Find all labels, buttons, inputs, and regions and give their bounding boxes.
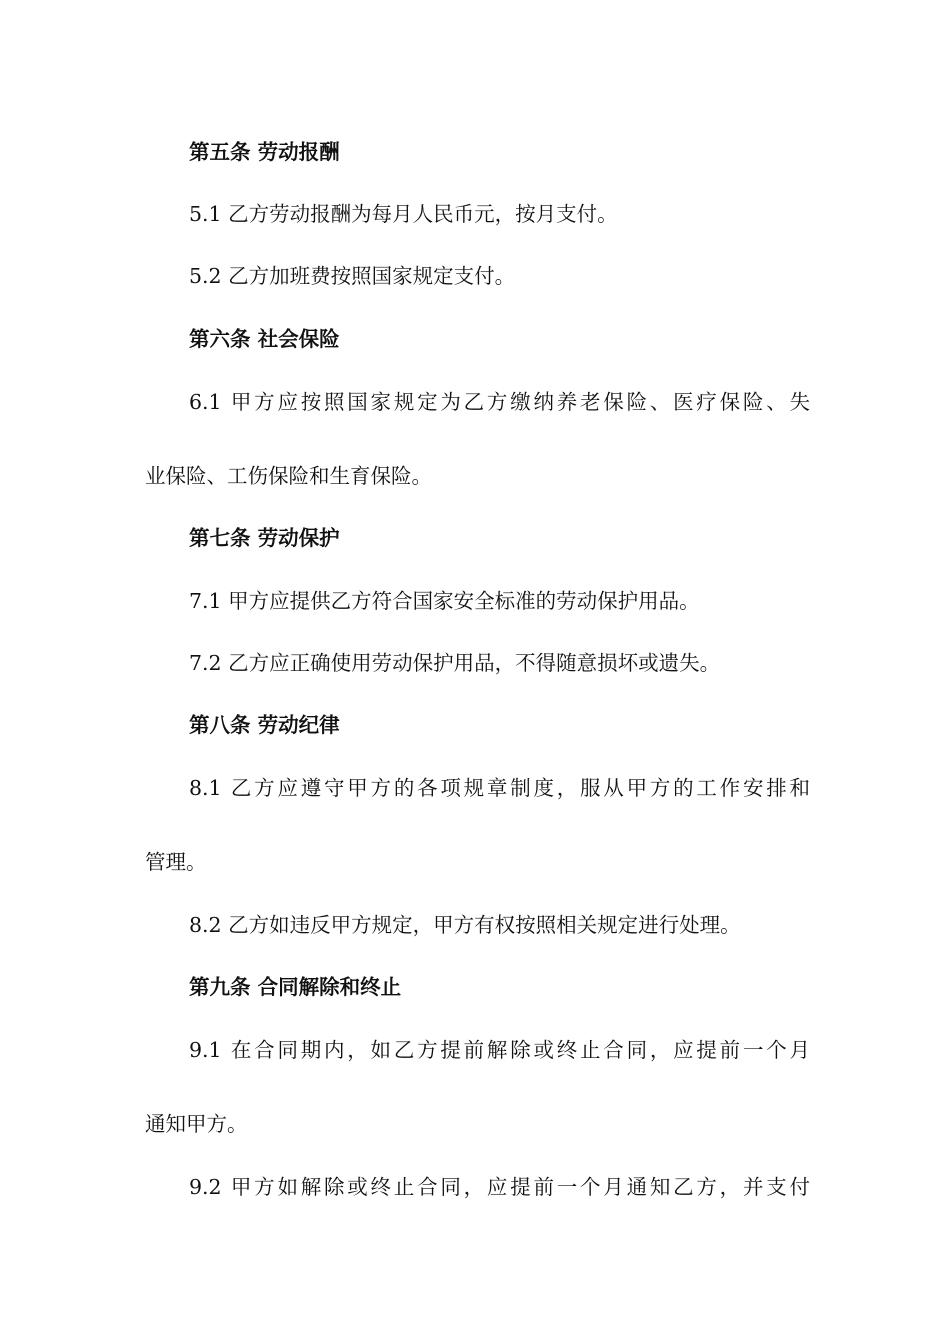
section-heading: 第九条 合同解除和终止 [189, 975, 402, 999]
section-heading: 第八条 劳动纪律 [189, 713, 340, 737]
paragraph-line: 5.2 乙方加班费按照国家规定支付。 [189, 264, 516, 288]
section-heading: 第六条 社会保险 [189, 327, 340, 351]
section-heading: 第五条 劳动报酬 [189, 140, 340, 164]
paragraph-line: 7.1 甲方应提供乙方符合国家安全标准的劳动保护用品。 [189, 589, 700, 613]
paragraph-line: 管理。 [145, 850, 207, 874]
paragraph-line: 7.2 乙方应正确使用劳动保护用品，不得随意损坏或遗失。 [189, 651, 721, 675]
section-heading: 第七条 劳动保护 [189, 526, 340, 550]
paragraph-line: 8.2 乙方如违反甲方规定，甲方有权按照相关规定进行处理。 [189, 913, 741, 937]
paragraph-line: 9.2 甲方如解除或终止合同，应提前一个月通知乙方，并支付 [189, 1175, 810, 1199]
paragraph-line: 9.1 在合同期内，如乙方提前解除或终止合同，应提前一个月 [189, 1038, 810, 1062]
paragraph-line: 8.1 乙方应遵守甲方的各项规章制度，服从甲方的工作安排和 [189, 776, 810, 800]
paragraph-line: 6.1 甲方应按照国家规定为乙方缴纳养老保险、医疗保险、失 [189, 390, 810, 414]
paragraph-line: 通知甲方。 [145, 1112, 248, 1136]
paragraph-line: 5.1 乙方劳动报酬为每月人民币元，按月支付。 [189, 202, 618, 226]
paragraph-line: 业保险、工伤保险和生育保险。 [145, 464, 432, 488]
